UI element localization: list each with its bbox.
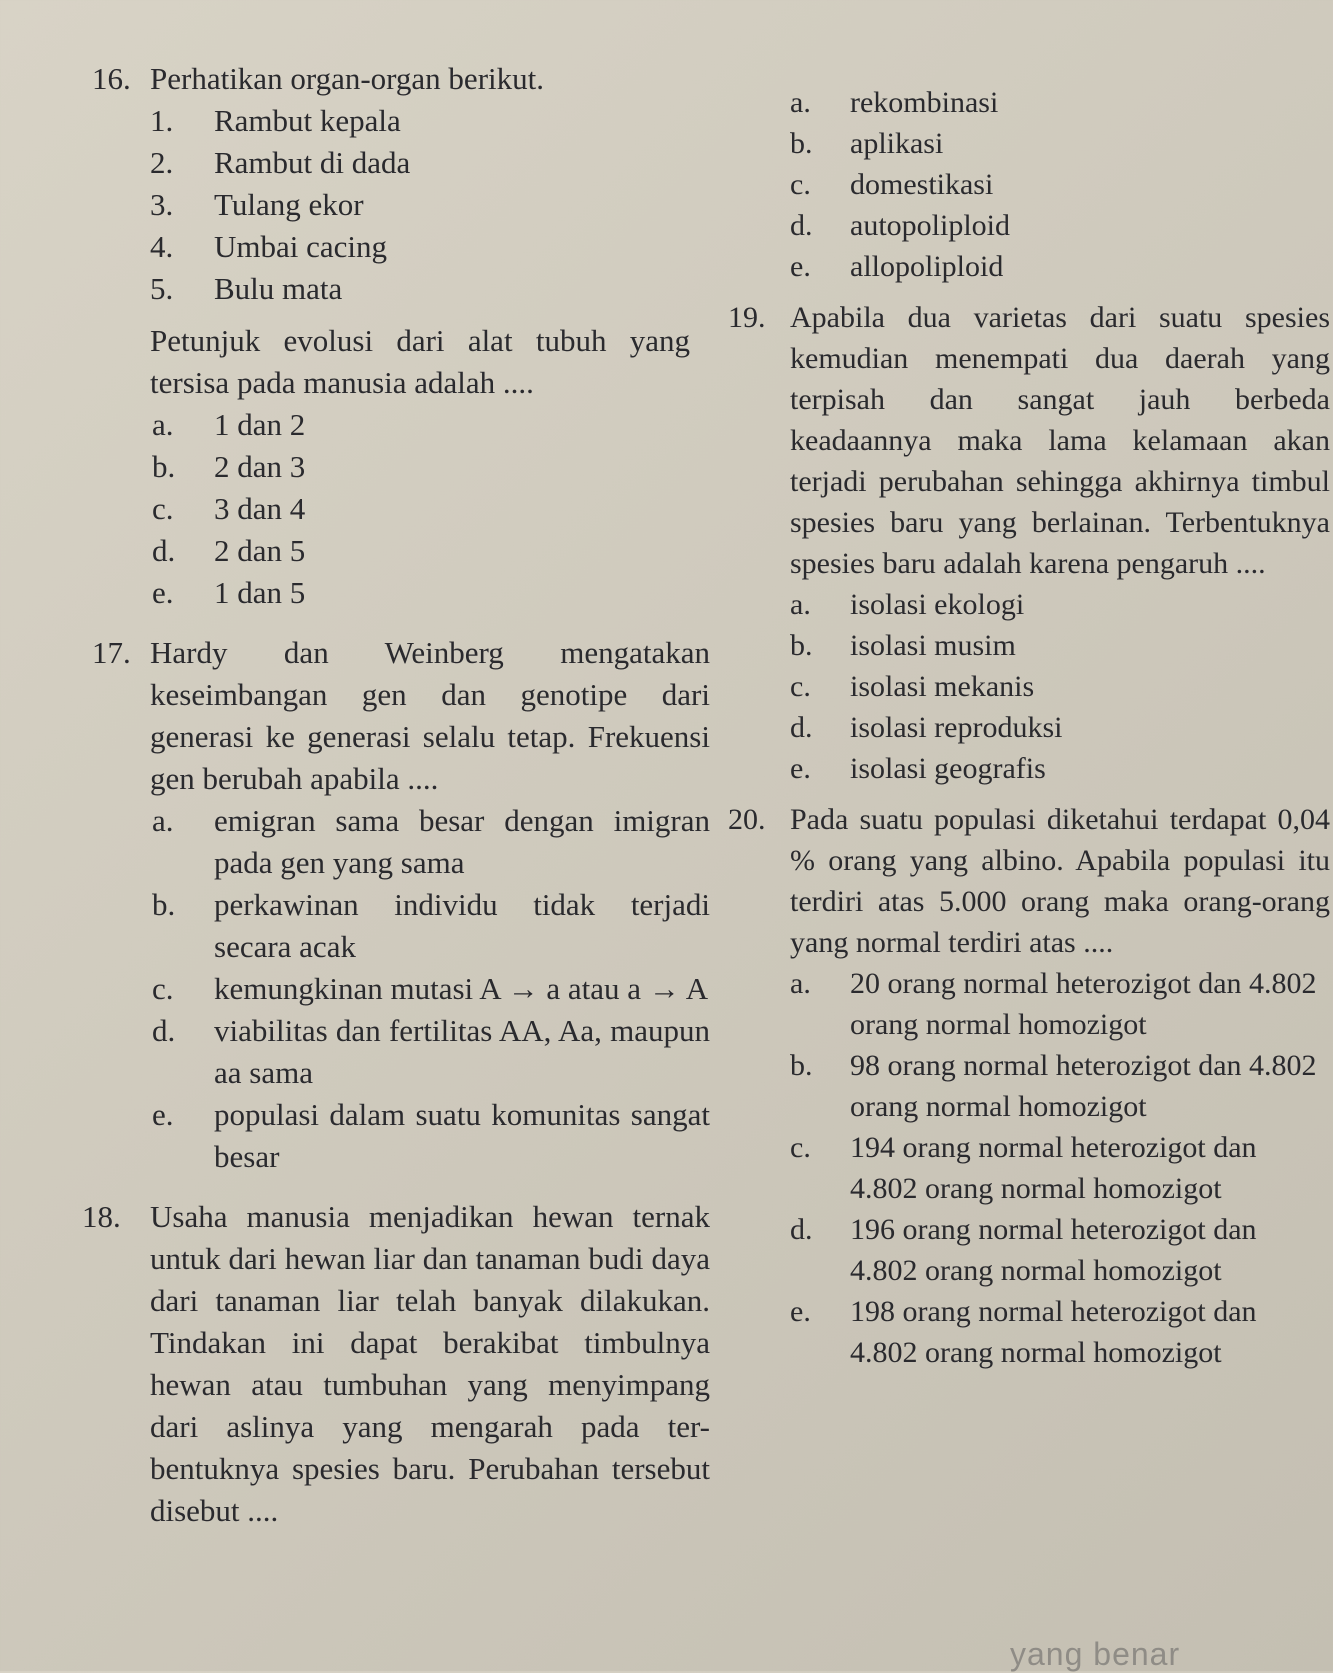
question-number: 16. [92, 61, 131, 96]
question-17-text: Hardy dan Weinberg mengatakan keseimbangan gen dan genotipe dari generasi ke generasi selalu tetap. Frekuensi gen berubah apabila .... [150, 635, 710, 796]
list-item: 1. Rambut kepala [150, 103, 401, 138]
list-item: 2. Rambut di dada [150, 145, 411, 180]
organ-list [150, 100, 710, 310]
answer-option-a[interactable]: a. emigran sama besar dengan imigran pada gen yang sama [152, 803, 710, 880]
right-column [728, 82, 1330, 1373]
question-17-options [150, 800, 710, 1178]
answer-option-e[interactable]: e. populasi dalam suatu komunitas sangat besar [152, 1097, 710, 1174]
question-19-text: Apabila dua varietas dari suatu spesies kemudian menempati dua daerah yang terpisah dan sangat jauh berbeda keadaannya maka lama kelamaan akan terjadi perubahan sehingga akhirnya timbul spesies baru yang berlainan. Terbentuknya spesies baru adalah karena pengaruh .... [790, 301, 1330, 580]
question-16-options [150, 404, 710, 614]
answer-option-e[interactable]: e. 198 orang normal heterozigot dan 4.802 orang normal homozigot [790, 1295, 1257, 1369]
question-16 [92, 58, 710, 100]
answer-option-e[interactable]: e. allopoliploid [790, 250, 1004, 283]
list-item: 5. Bulu mata [150, 271, 343, 306]
answer-option-a[interactable]: a. rekombinasi [790, 86, 999, 119]
answer-option-c[interactable]: c. domestikasi [790, 168, 994, 201]
question-number: 20. [728, 803, 766, 836]
answer-option-d[interactable]: d. viabilitas dan fertilitas AA, Aa, maupun aa sama [152, 1013, 710, 1090]
answer-option-c[interactable]: c. 3 dan 4 [152, 491, 306, 526]
answer-option-b[interactable]: b. isolasi musim [790, 629, 1016, 662]
question-20 [728, 799, 1330, 963]
question-intro: Perhatikan organ-organ berikut. [150, 61, 544, 96]
left-column [82, 58, 710, 1532]
question-17 [92, 632, 710, 800]
question-number: 19. [728, 301, 766, 334]
answer-option-d[interactable]: d. 196 orang normal heterozigot dan 4.802 orang normal homozigot [790, 1213, 1257, 1287]
answer-option-d[interactable]: d. 2 dan 5 [152, 533, 306, 568]
list-item: 3. Tulang ekor [150, 187, 364, 222]
answer-option-d[interactable]: d. autopoliploid [790, 209, 1010, 242]
question-19 [728, 297, 1330, 584]
answer-option-a[interactable]: a. isolasi ekologi [790, 588, 1025, 621]
question-number: 17. [92, 635, 131, 670]
answer-option-d[interactable]: d. isolasi reproduksi [790, 711, 1063, 744]
answer-option-c[interactable]: c. isolasi mekanis [790, 670, 1035, 703]
question-18 [82, 1196, 710, 1532]
answer-option-e[interactable]: e. isolasi geografis [790, 752, 1046, 785]
question-18-options [790, 82, 1330, 287]
answer-option-a[interactable]: a. 1 dan 2 [152, 407, 306, 442]
answer-option-c[interactable]: c. kemungkinan mutasi A → a atau a → A [152, 971, 709, 1006]
faint-bleed-through-text: yang benar [1010, 1636, 1181, 1672]
question-16-text: Petunjuk evolusi dari alat tubuh yang tersisa pada manusia adalah .... [150, 323, 690, 400]
answer-option-e[interactable]: e. 1 dan 5 [152, 575, 306, 610]
answer-option-a[interactable]: a. 20 orang normal heterozigot dan 4.802 orang normal homozigot [790, 967, 1317, 1041]
answer-option-b[interactable]: b. aplikasi [790, 127, 944, 160]
list-item: 4. Umbai cacing [150, 229, 388, 264]
answer-option-c[interactable]: c. 194 orang normal heterozigot dan 4.802 orang normal homozigot [790, 1131, 1257, 1205]
question-19-options [790, 584, 1330, 789]
answer-option-b[interactable]: b. 2 dan 3 [152, 449, 306, 484]
question-18-text: Usaha manusia menjadikan hewan ternak untuk dari hewan liar dan tanaman budi daya dari tanaman liar telah banyak dilakukan. Tindakan ini dapat berakibat timbulnya hewan atau tumbuhan yang menyimpang dari aslinya yang mengarah pada ter-bentuknya spesies baru. Perubahan tersebut disebut .... [150, 1199, 710, 1528]
question-20-text: Pada suatu populasi diketahui terdapat 0,04 % orang yang albino. Apabila populasi itu terdiri atas 5.000 orang maka orang-orang yang normal terdiri atas .... [790, 803, 1330, 959]
question-20-options [790, 963, 1330, 1373]
answer-option-b[interactable]: b. 98 orang normal heterozigot dan 4.802 orang normal homozigot [790, 1049, 1317, 1123]
answer-option-b[interactable]: b. perkawinan individu tidak terjadi secara acak [152, 887, 710, 964]
question-number: 18. [82, 1199, 121, 1234]
